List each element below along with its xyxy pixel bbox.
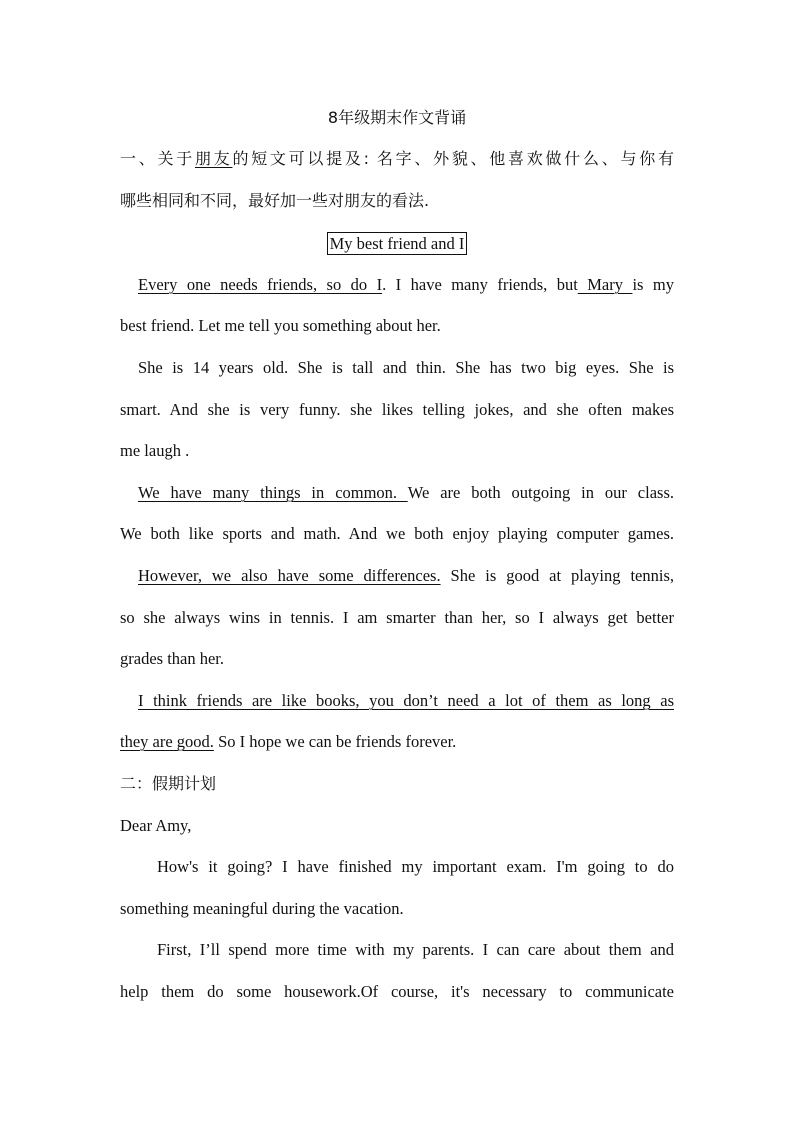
- letter-p1-line1-text: How's it going? I have finished my important exam. I'm going to do: [157, 857, 674, 876]
- intro-topic: 朋友: [194, 149, 233, 168]
- p1-text-1: . I have many friends, but: [382, 275, 578, 294]
- p3-line2-text: We both like sports and math. And we both enjoy playing computer games.: [120, 524, 674, 543]
- section2-heading: [120, 773, 674, 795]
- essay-p1-line2: [120, 315, 674, 337]
- letter-p1-line2-text: something meaningful during the vacation.: [120, 899, 404, 918]
- p2-line2-text: smart. And she is very funny. she likes telling jokes, and she often makes: [120, 400, 674, 419]
- intro-prefix: 一、关于: [120, 149, 195, 168]
- letter-p2-line1-text: First, I’ll spend more time with my parents. I can care about them and: [157, 940, 674, 959]
- letter-p2-line1: [157, 939, 674, 961]
- essay-p3-line2: [120, 523, 674, 545]
- p1-underlined-2: Mary: [577, 275, 633, 294]
- essay-p4-line1: [138, 565, 674, 587]
- p1-line2-text: best friend. Let me tell you something about her.: [120, 316, 441, 335]
- p2-line1-text: She is 14 years old. She is tall and thin. She has two big eyes. She is: [138, 358, 674, 377]
- essay-p3-line1: [138, 482, 674, 504]
- essay-title-text: My best friend and I: [327, 232, 468, 255]
- p2-line3-text: me laugh .: [120, 441, 190, 460]
- p3-text: We are both outgoing in our class.: [407, 483, 674, 502]
- p1-underlined-1: Every one needs friends, so do I: [138, 275, 383, 294]
- letter-p1-line1: [157, 856, 674, 878]
- letter-greeting-text: Dear Amy,: [120, 816, 192, 835]
- p5-underlined-2: they are good.: [120, 732, 214, 751]
- section2-heading-text: 二：假期计划: [120, 774, 217, 793]
- section1-intro-line1: [120, 148, 674, 170]
- p4-underlined: However, we also have some differences.: [138, 566, 441, 585]
- intro-line2-text: 哪些相同和不同，最好加一些对朋友的看法.: [120, 191, 430, 210]
- essay-p2-line3: [120, 440, 674, 462]
- essay-p4-line2: [120, 607, 674, 629]
- essay-p4-line3: [120, 648, 674, 670]
- p5-text: So I hope we can be friends forever.: [213, 732, 457, 751]
- essay-p1-line1: [138, 274, 674, 296]
- section1-intro-line2: [120, 190, 674, 212]
- letter-greeting: [120, 815, 674, 837]
- essay-p2-line2: [120, 399, 674, 421]
- intro-rest: 的短文可以提及: 名字、外貌、他喜欢做什么、与你有: [232, 149, 674, 168]
- p3-underlined: We have many things in common.: [138, 483, 408, 502]
- essay-title: [120, 232, 674, 255]
- essay-p2-line1: [138, 357, 674, 379]
- p1-text-2: is my: [632, 275, 674, 294]
- p4-line2-text: so she always wins in tennis. I am smarter than her, so I always get better: [120, 608, 674, 627]
- letter-p2-line2: [120, 981, 674, 1003]
- p4-line3-text: grades than her.: [120, 649, 225, 668]
- page-title: [120, 107, 674, 129]
- essay-p5-line1: [138, 690, 674, 712]
- letter-p2-line2-text: help them do some housework.Of course, it's necessary to communicate: [120, 982, 674, 1001]
- page-title-text: 8年级期末作文背诵: [327, 108, 467, 127]
- essay-p5-line2: [120, 731, 674, 753]
- p5-underlined-line1: I think friends are like books, you don’t need a lot of them as long as: [138, 691, 674, 710]
- p4-text: She is good at playing tennis,: [440, 566, 674, 585]
- letter-p1-line2: [120, 898, 674, 920]
